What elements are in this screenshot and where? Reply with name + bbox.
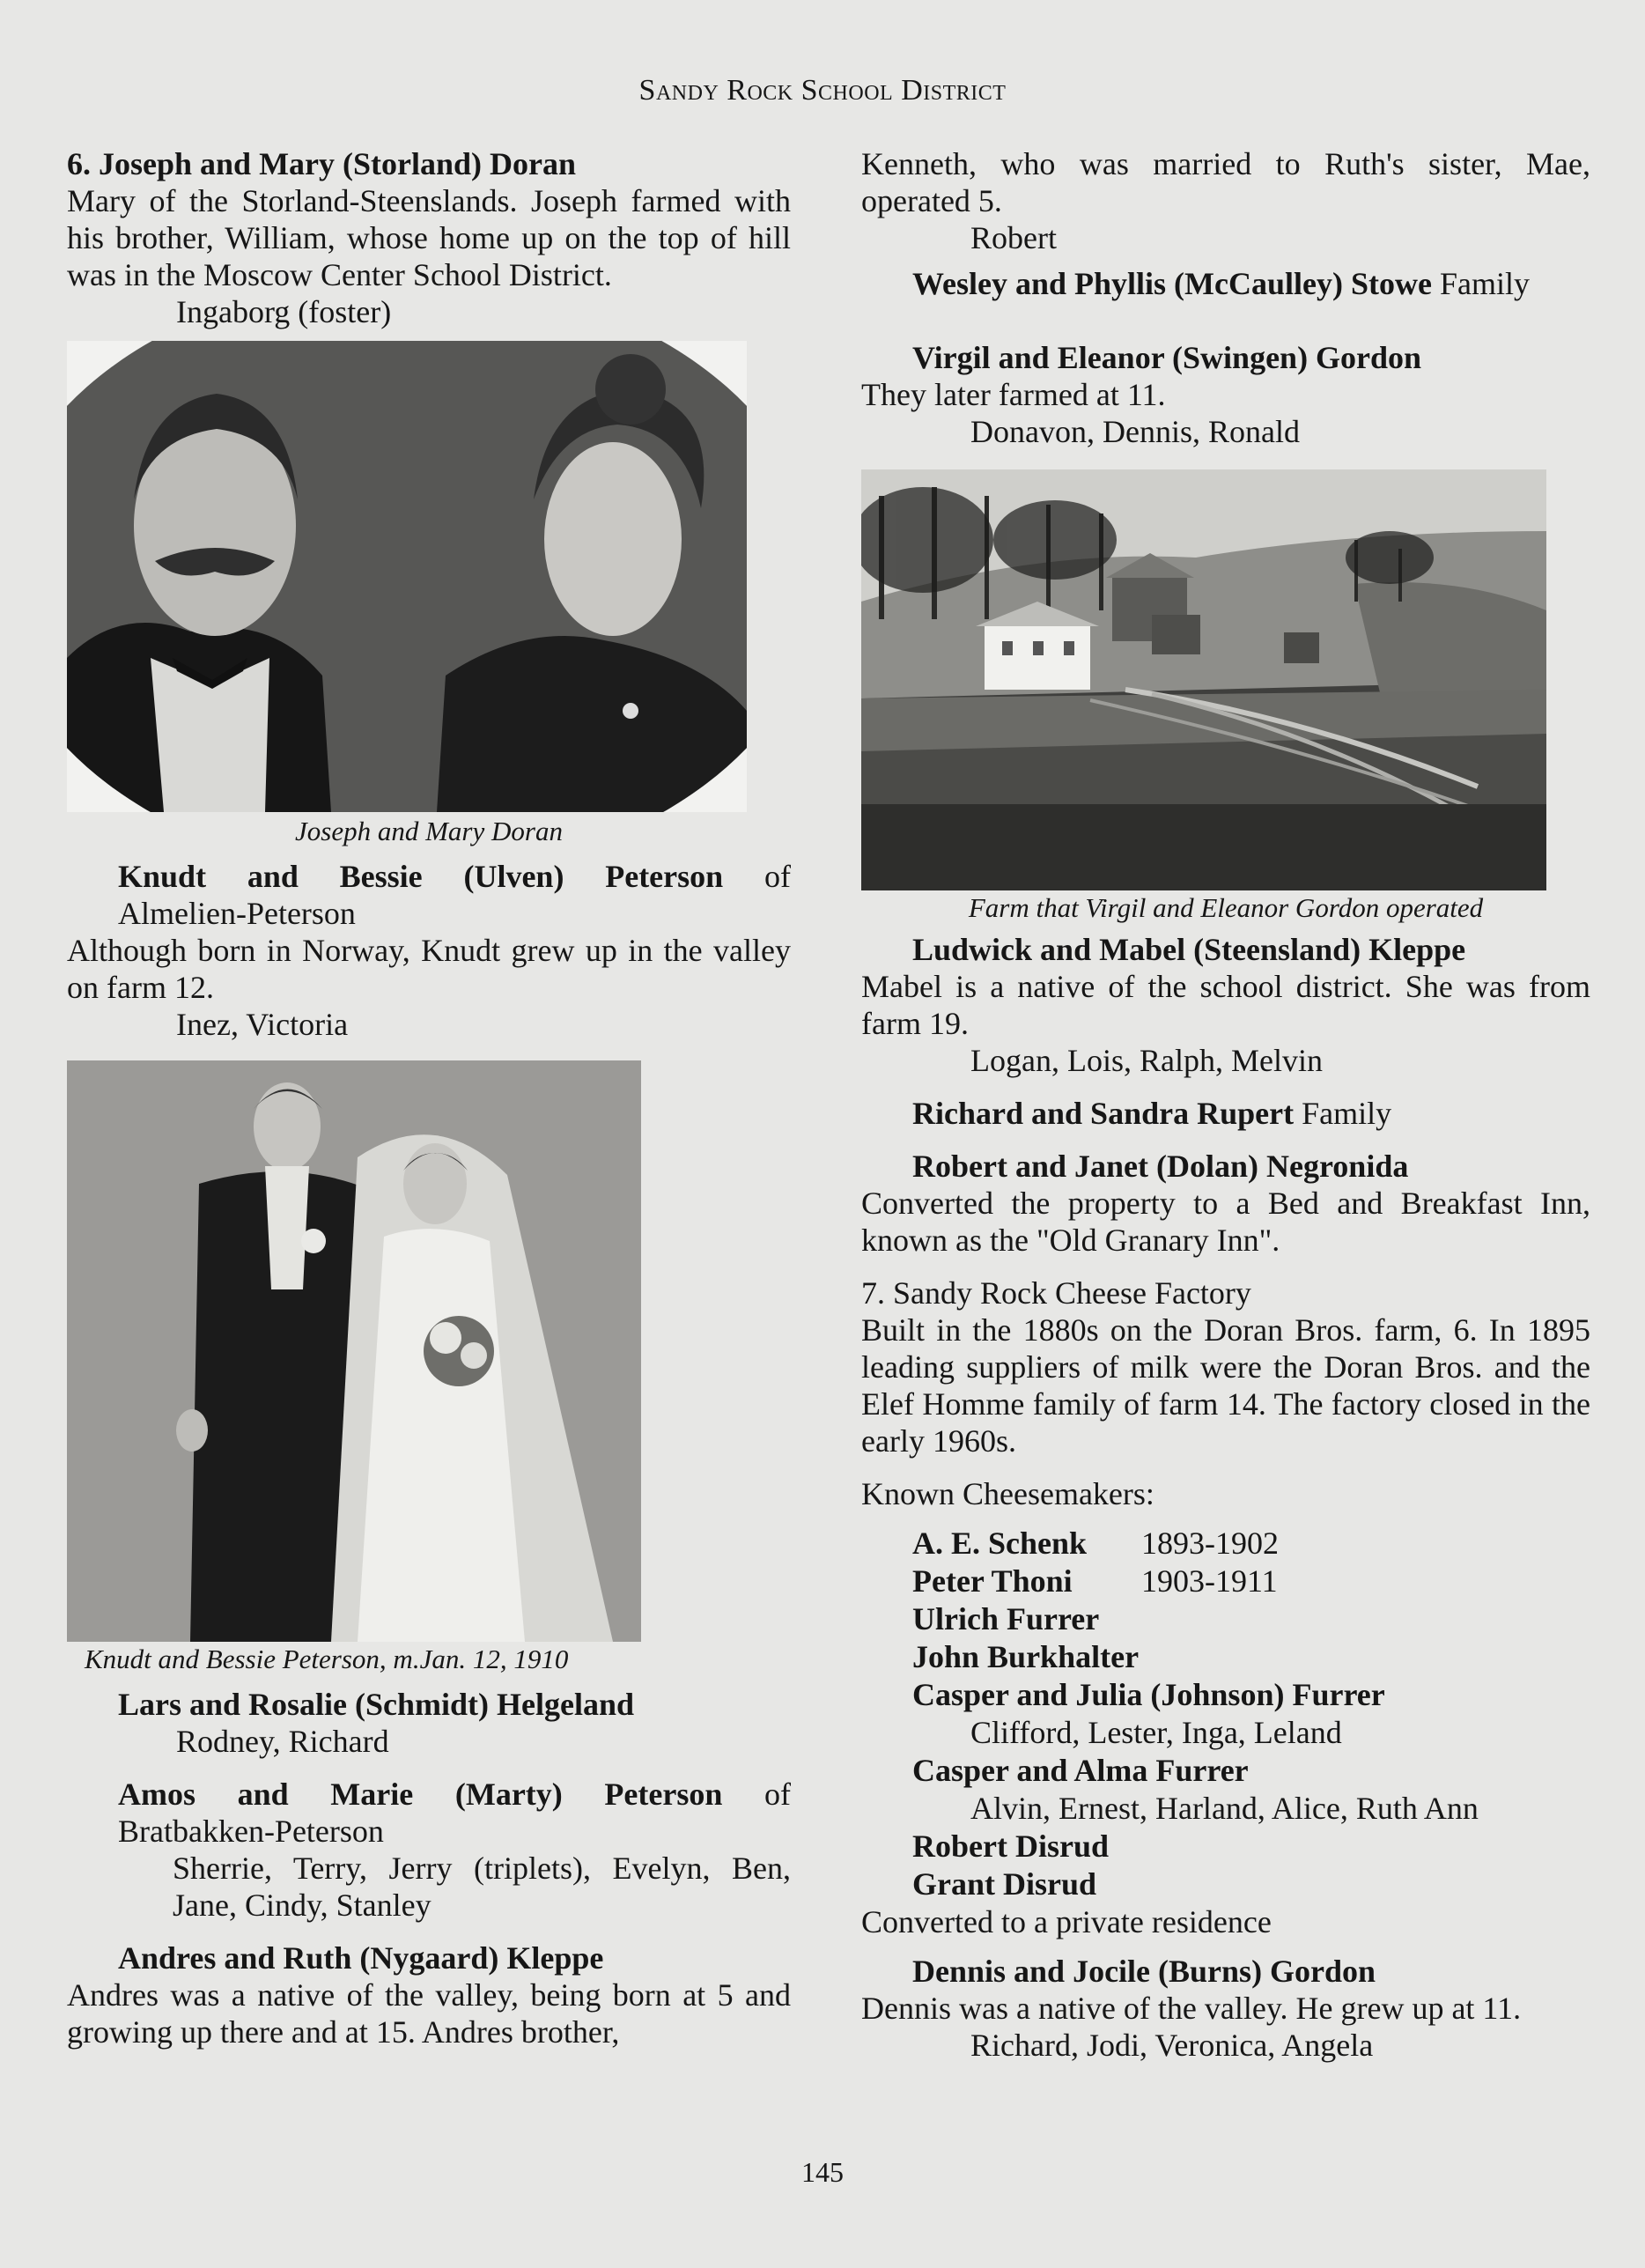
paragraph-cheese-factory: Built in the 1880s on the Doran Bros. farm, 6. In 1895 leading suppliers of milk were the Doran Bros. and the Elef Homme family of farm 14. The factory closed in the early 1960s. (861, 1312, 1590, 1459)
cheesemaker-years: 1903-1911 (1141, 1563, 1278, 1599)
cheesemaker-name: John Burkhalter (912, 1639, 1140, 1674)
right-column (861, 145, 1590, 2064)
heading-word: Peterson (604, 1777, 723, 1812)
section-heading-dennis: Dennis and Jocile (Burns) Gordon (912, 1954, 1376, 1989)
paragraph-negronida: Converted the property to a Bed and Breakfast Inn, known as the "Old Granary Inn". (861, 1186, 1590, 1258)
paragraph-converted: Converted to a private residence (861, 1904, 1272, 1939)
section-heading-andres: Andres and Ruth (Nygaard) Kleppe (118, 1940, 604, 1976)
cheesemaker-row (912, 1865, 1590, 1903)
cheesemaker-row (912, 1828, 1590, 1865)
paragraph-ludwick: Mabel is a native of the school district. She was from farm 19. (861, 969, 1590, 1041)
section-heading-lars: Lars and Rosalie (Schmidt) Helgeland (118, 1687, 635, 1722)
children-gordon: Donavon, Dennis, Ronald (970, 414, 1300, 449)
heading-word: Knudt (118, 859, 207, 894)
photo-knudt-bessie-wedding (67, 1060, 641, 1642)
paragraph-gordon: They later farmed at 11. (861, 377, 1166, 412)
paragraph-dennis: Dennis was a native of the valley. He grew up at 11. (861, 1991, 1522, 2026)
heading-word: and (237, 1777, 289, 1812)
paragraph-doran: Mary of the Storland-Steenslands. Joseph farmed with his brother, William, whose home up on the top of hill was in the Moscow Center School District. (67, 183, 791, 292)
paragraph-kenneth: Kenneth, who was married to Ruth's sister, Mae, operated 5. (861, 146, 1590, 218)
cheesemaker-row (912, 1600, 1590, 1638)
children-lars: Rodney, Richard (176, 1724, 389, 1759)
cheesemaker-row (912, 1525, 1590, 1562)
known-cheesemakers-label: Known Cheesemakers: (861, 1476, 1154, 1511)
cheesemaker-row (912, 1638, 1590, 1676)
children-ludwick: Logan, Lois, Ralph, Melvin (970, 1043, 1323, 1078)
heading-word: of (763, 859, 791, 894)
page-number: 145 (801, 2156, 844, 2188)
section-heading-ludwick: Ludwick and Mabel (Steensland) Kleppe (912, 932, 1466, 967)
cheesemaker-name: Grant Disrud (912, 1866, 1097, 1902)
paragraph-andres: Andres was a native of the valley, being born at 5 and growing up there and at 15. Andres brother, (67, 1977, 791, 2050)
children-doran: Ingaborg (foster) (176, 294, 392, 329)
children-kenneth: Robert (970, 220, 1057, 255)
children-amos: Sherrie, Terry, Jerry (triplets), Evelyn, Ben, Jane, Cindy, Stanley (173, 1851, 791, 1923)
cheesemaker-row (912, 1676, 1590, 1714)
cheesemaker-name: Ulrich Furrer (912, 1601, 1100, 1636)
cheesemakers-list (861, 1525, 1590, 1903)
section-heading-rupert (861, 1095, 1590, 1132)
heading-cont-amos: Bratbakken-Peterson (118, 1814, 384, 1849)
section-heading-gordon: Virgil and Eleanor (Swingen) Gordon (912, 340, 1422, 375)
section-heading-amos (67, 1776, 791, 1813)
cheesemaker-children-text: Clifford, Lester, Inga, Leland (970, 1715, 1342, 1750)
heading-word: and (247, 859, 299, 894)
cheesemaker-name: Casper and Alma Furrer (912, 1753, 1249, 1788)
heading-word: Bessie (339, 859, 423, 894)
heading-word: Amos (118, 1777, 195, 1812)
heading-cont-knudt: Almelien-Peterson (118, 896, 356, 931)
cheesemaker-years: 1893-1902 (1141, 1526, 1279, 1561)
section-heading-cheese-factory: 7. Sandy Rock Cheese Factory (861, 1275, 1251, 1311)
heading-bold: Wesley and Phyllis (McCaulley) Stowe (912, 266, 1432, 301)
left-column (67, 145, 791, 2050)
children-knudt: Inez, Victoria (176, 1007, 349, 1042)
caption-knudt: Knudt and Bessie Peterson, m.Jan. 12, 1910 (85, 1644, 569, 1674)
children-dennis: Richard, Jodi, Veronica, Angela (970, 2028, 1374, 2063)
heading-word: (Ulven) (463, 859, 564, 894)
section-heading-negronida: Robert and Janet (Dolan) Negronida (912, 1149, 1409, 1184)
running-header: Sandy Rock School District (638, 74, 1007, 107)
heading-word: Marie (330, 1777, 414, 1812)
cheesemaker-name: A. E. Schenk (912, 1526, 1088, 1561)
heading-rest: Family (1431, 266, 1530, 301)
heading-rest: Family (1294, 1096, 1392, 1131)
caption-gordon-farm: Farm that Virgil and Eleanor Gordon operated (968, 892, 1484, 923)
heading-bold: Richard and Sandra Rupert (912, 1096, 1295, 1131)
heading-word: (Marty) (454, 1777, 563, 1812)
heading-word: Peterson (605, 859, 724, 894)
section-heading-stowe (861, 265, 1590, 302)
cheesemaker-name: Casper and Julia (Johnson) Furrer (912, 1677, 1385, 1712)
cheesemaker-children (912, 1714, 1590, 1752)
heading-word: of (763, 1777, 791, 1812)
caption-doran: Joseph and Mary Doran (295, 816, 563, 846)
paragraph-knudt: Although born in Norway, Knudt grew up in the valley on farm 12. (67, 933, 791, 1005)
cheesemaker-name: Robert Disrud (912, 1828, 1109, 1864)
photo-joseph-mary-doran (67, 341, 747, 812)
cheesemaker-name: Peter Thoni (912, 1563, 1073, 1599)
section-heading-knudt (67, 858, 791, 895)
section-heading-doran: 6. Joseph and Mary (Storland) Doran (67, 146, 577, 181)
photo-gordon-farm (861, 469, 1546, 890)
cheesemaker-children (912, 1790, 1590, 1828)
cheesemaker-children-text: Alvin, Ernest, Harland, Alice, Ruth Ann (970, 1791, 1479, 1826)
cheesemaker-row (912, 1752, 1590, 1790)
cheesemaker-row (912, 1562, 1590, 1600)
